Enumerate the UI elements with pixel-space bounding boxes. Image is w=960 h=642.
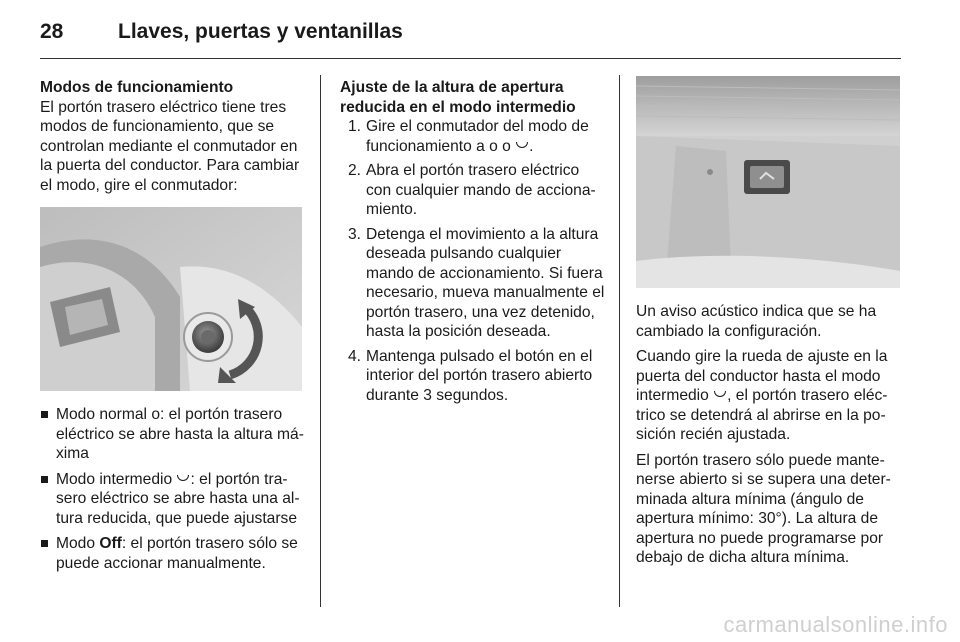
header-rule: [40, 58, 901, 59]
tailgate-button-illustration: [636, 76, 900, 288]
column-1: [40, 78, 305, 579]
intro-paragraph: El portón trasero eléctrico tiene tres modos de funcionamiento, que se controlan mediante el conmutador en la puerta del conductor. Para cambiar el modo, gire el conmutador:: [40, 98, 300, 194]
list-item: 1. Gire el conmutador del modo de funcionamiento a o o .: [348, 118, 589, 155]
column-divider: [619, 75, 620, 607]
list-item: 3. Detenga el movimiento a la altura deseada pulsando cualquier mando de accionamiento. Si fuera necesario, mueva manualmente el portón trasero, una vez detenido, hasta la posición deseada.: [348, 225, 605, 340]
paragraph: Un aviso acústico indica que se ha cambiado la configuración.: [636, 303, 877, 340]
page-title: Llaves, puertas y ventanillas: [118, 20, 403, 43]
steps-list: [340, 117, 608, 405]
list-item: 4. Mantenga pulsado el botón en el interior del portón trasero abierto durante 3 segundos.: [348, 347, 593, 404]
mode-normal-text: Modo normal o: el portón trasero eléctrico se abre hasta la altura máxima: [56, 406, 304, 462]
page-header: [40, 12, 920, 52]
list-item: Modo intermedio : el portón trasero eléctrico se abre hasta una altura reducida, que puede ajustarse: [40, 470, 305, 529]
paragraph: El portón trasero sólo puede mantenerse abierto si se supera una determinada altura mínima (ángulo de apertura mínimo: 30°). La altura de apertura no puede programarse por debajo de dicha altura mínima.: [636, 451, 891, 566]
list-item: [40, 405, 305, 464]
watermark: carmanualsonline.info: [723, 612, 948, 637]
page-number: 28: [40, 20, 64, 43]
step-number: 3.: [348, 225, 362, 243]
step-number: 1.: [348, 118, 362, 135]
intermediate-mode-icon: [177, 475, 189, 481]
off-label: Off: [99, 535, 122, 552]
step-number: 4.: [348, 347, 362, 365]
column-3: [636, 78, 904, 574]
intermediate-mode-icon: [516, 142, 528, 148]
mode-list: [40, 405, 305, 573]
list-item: Modo Off: el portón trasero sólo se puede accionar manualmente.: [40, 534, 305, 573]
column-2: [340, 78, 608, 410]
section-heading: Ajuste de la altura de apertura reducida en el modo intermedio: [340, 79, 576, 116]
step-number: 2.: [348, 162, 362, 179]
list-item: 2. Abra el portón trasero eléctrico con cualquier mando de accionamiento.: [348, 162, 596, 218]
column-divider: [320, 75, 321, 607]
paragraph: Cuando gire la rueda de ajuste en la puerta del conductor hasta el modo intermedio , el portón trasero eléctrico se detendrá al abrirse en la posición recién ajustada.: [636, 348, 888, 443]
door-switch-illustration: [40, 207, 302, 391]
intermediate-mode-icon: [714, 391, 726, 397]
section-heading: Modos de funcionamiento: [40, 79, 234, 96]
